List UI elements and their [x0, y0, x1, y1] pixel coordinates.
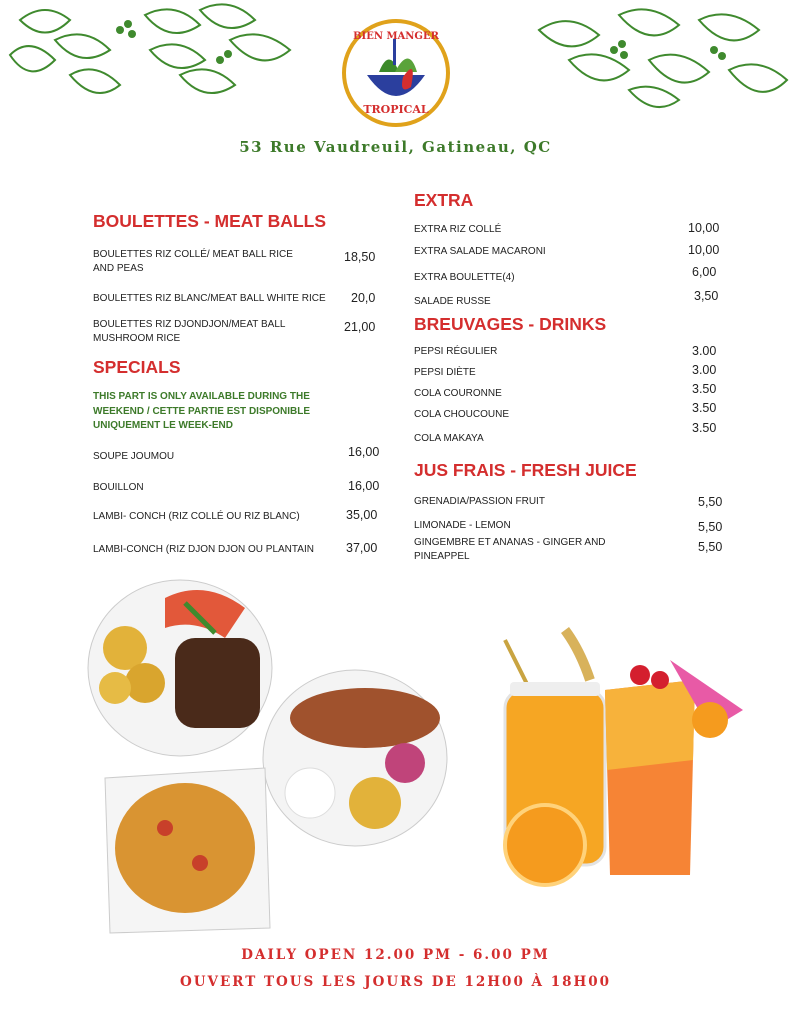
menu-item-name: LIMONADE - LEMON	[414, 520, 511, 531]
juice-drinks-photo	[495, 620, 750, 890]
menu-item-name: EXTRA SALADE MACARONI	[414, 246, 546, 257]
menu-item-name: GRENADIA/PASSION FRUIT	[414, 496, 545, 507]
menu-item-name: COLA CHOUCOUNE	[414, 409, 510, 420]
menu-item-price: 16,00	[348, 479, 380, 493]
drinks-heading: BREUVAGES - DRINKS	[414, 314, 607, 334]
juice-heading: JUS FRAIS - FRESH JUICE	[414, 460, 637, 480]
footer-hours-en: DAILY OPEN 12.00 PM - 6.00 PM	[241, 947, 550, 963]
specials-heading: SPECIALS	[93, 357, 181, 377]
menu-item-name: COLA MAKAYA	[414, 433, 484, 444]
menu-item-name: BOULETTES RIZ COLLÉ/ MEAT BALL RICE AND PEAS	[93, 249, 293, 274]
menu-item-price: 21,00	[344, 320, 376, 334]
logo-text-bottom: TROPICAL	[363, 103, 429, 116]
menu-item-name: PEPSI DIÈTE	[414, 367, 476, 378]
menu-item-price: 3,50	[694, 289, 719, 303]
menu-item-name: LAMBI- CONCH (RIZ COLLÉ OU RIZ BLANC)	[93, 511, 300, 522]
menu-item-price: 37,00	[346, 541, 378, 555]
menu-item-price: 3.00	[692, 344, 717, 358]
menu-item-price: 3.50	[692, 382, 717, 396]
menu-item-name: COLA COURONNE	[414, 388, 502, 399]
menu-item-price: 10,00	[688, 243, 720, 257]
menu-item-name: BOUILLON	[93, 482, 144, 493]
menu-item-price: 3.50	[692, 421, 717, 435]
menu-item-price: 16,00	[348, 445, 380, 459]
specials-availability-note: THIS PART IS ONLY AVAILABLE DURING THE WEEKEND / CETTE PARTIE EST DISPONIBLE UNIQUEMENT LE WEEK-END	[93, 391, 311, 431]
menu-item-name: LAMBI-CONCH (RIZ DJON DJON OU PLANTAIN	[93, 544, 314, 555]
footer-hours-fr: OUVERT TOUS LES JOURS DE 12H00 À 18H00	[179, 974, 612, 990]
menu-item-name: GINGEMBRE ET ANANAS - GINGER AND PINEAPPEL	[414, 537, 606, 562]
logo-text-top: BIEN MANGER	[353, 31, 439, 42]
menu-item-price: 35,00	[346, 508, 378, 522]
menu-item-name: SALADE RUSSE	[414, 296, 491, 307]
decorative-leaves-left	[0, 0, 300, 110]
menu-item-name: EXTRA RIZ COLLÉ	[414, 224, 502, 235]
restaurant-logo	[337, 17, 455, 129]
menu-item-price: 5,50	[698, 495, 723, 509]
restaurant-address: 53 Rue Vaudreuil, Gatineau, QC	[239, 138, 552, 156]
menu-item-price: 5,50	[698, 520, 723, 534]
menu-item-price: 10,00	[688, 221, 720, 235]
menu-item-price: 20,0	[351, 291, 376, 305]
menu-item-name: BOULETTES RIZ BLANC/MEAT BALL WHITE RICE	[93, 293, 326, 304]
meatballs-heading: BOULETTES - MEAT BALLS	[93, 211, 326, 231]
food-plates-photo	[85, 578, 455, 938]
menu-item-price: 18,50	[344, 250, 376, 264]
menu-item-name: BOULETTES RIZ DJONDJON/MEAT BALL MUSHROOM RICE	[93, 319, 286, 344]
menu-item-name: EXTRA BOULETTE(4)	[414, 272, 515, 283]
menu-item-price: 3.00	[692, 363, 717, 377]
extra-heading: EXTRA	[414, 190, 474, 210]
menu-item-name: SOUPE JOUMOU	[93, 451, 175, 462]
menu-item-name: PEPSI RÉGULIER	[414, 346, 498, 357]
menu-item-price: 5,50	[698, 540, 723, 554]
menu-item-price: 3.50	[692, 401, 717, 415]
menu-item-price: 6,00	[692, 265, 717, 279]
decorative-leaves-right	[529, 0, 791, 118]
